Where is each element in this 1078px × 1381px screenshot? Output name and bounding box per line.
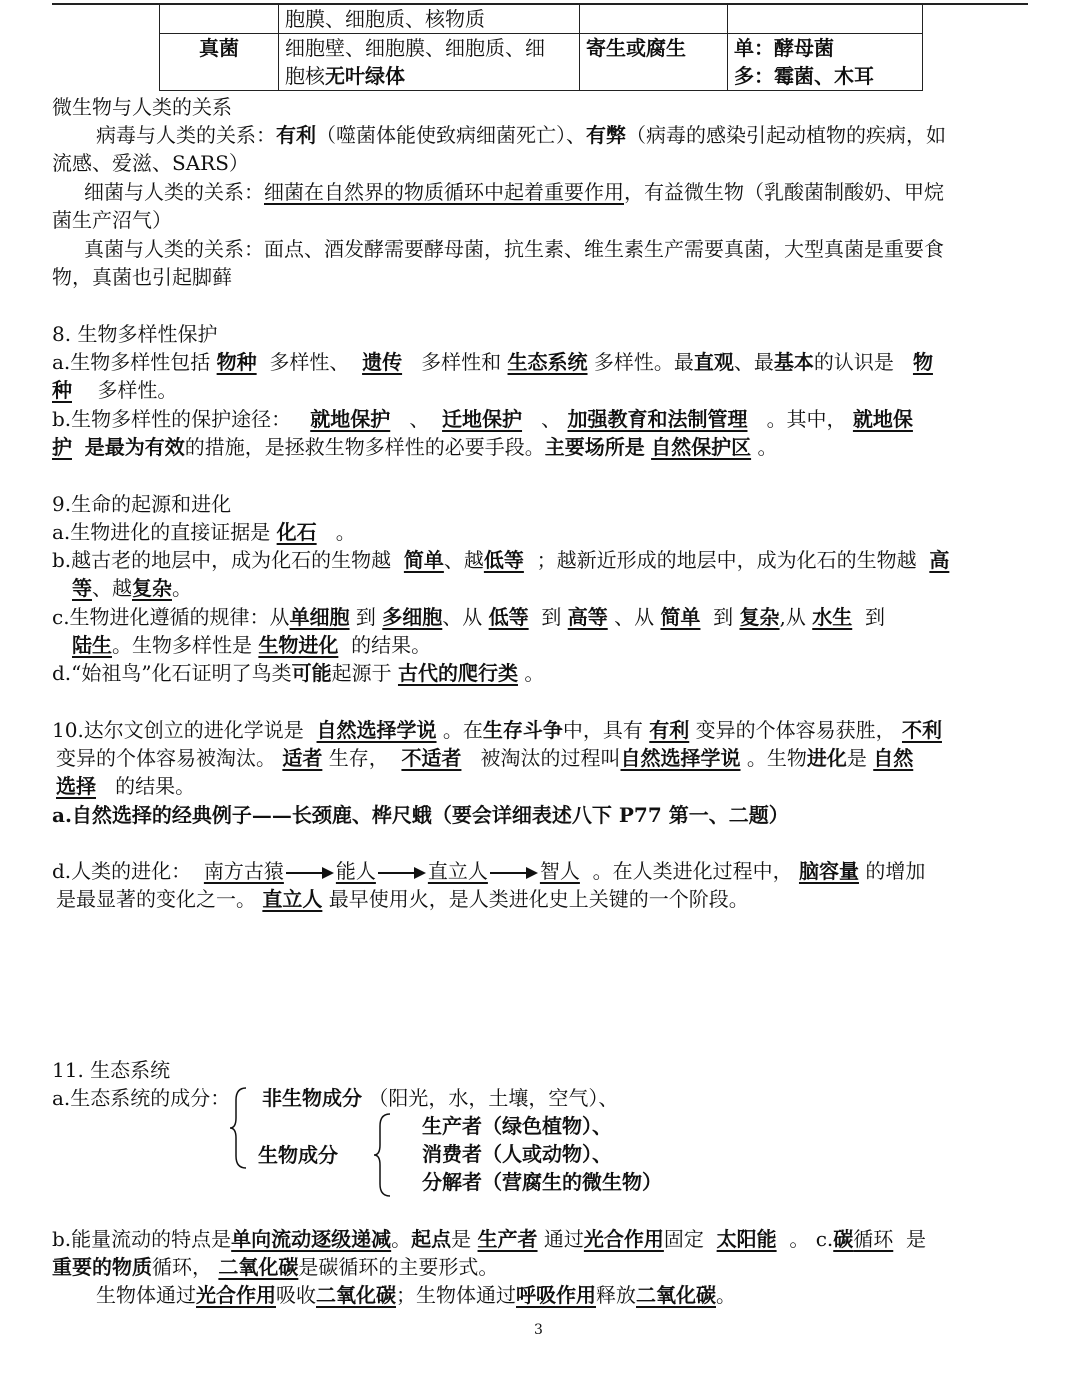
text: 最早使用火，是人类进化史上关键的一个阶段。 — [328, 887, 749, 911]
text: 基本 — [773, 350, 814, 374]
table-cell — [160, 5, 279, 34]
answer: 高等 — [567, 605, 608, 629]
text: 可能 — [291, 661, 332, 685]
table-cell — [728, 34, 923, 91]
text-line — [52, 377, 177, 403]
text-line — [52, 858, 925, 884]
text: 生存， — [328, 746, 389, 770]
text: 到 — [355, 605, 376, 629]
answer: 呼吸作用 — [516, 1283, 596, 1307]
answer: 简单 — [403, 548, 444, 572]
answer: 护 — [52, 435, 72, 459]
text: 是 — [84, 435, 105, 459]
answer: 太阳能 — [716, 1227, 777, 1251]
text-line — [84, 179, 944, 205]
text: 。 — [789, 1227, 810, 1251]
text: 的认识是 — [813, 350, 894, 374]
answer: 能人 — [335, 859, 376, 883]
text-line — [56, 745, 913, 771]
cell-text: 多：霉菌、木耳 — [734, 64, 874, 88]
answer: 就地保护 — [310, 407, 391, 431]
table-row — [160, 34, 923, 91]
answer: 选择 — [56, 774, 96, 798]
text-line — [262, 1085, 618, 1111]
text-line: 消费者（人或动物）、 — [422, 1142, 612, 1166]
text-line — [52, 660, 544, 686]
text: 、越 — [443, 548, 484, 572]
answer: 等 — [72, 576, 92, 600]
text: 。 — [757, 435, 778, 459]
text: d.“始祖鸟”化石证明了鸟类 — [52, 661, 292, 685]
answer: 智人 — [539, 859, 580, 883]
answer: 自然选择学说 — [316, 718, 437, 742]
text: 。 — [524, 661, 545, 685]
text-line: 菌生产沼气） — [52, 208, 172, 232]
text: 是 — [905, 1227, 926, 1251]
section-heading: 11. 生态系统 — [52, 1058, 171, 1082]
text: 、从 — [442, 605, 483, 629]
answer: 单向流动逐级递减 — [231, 1227, 392, 1251]
text: c. — [815, 1227, 834, 1251]
text: 是最显著的变化之一。 — [56, 887, 256, 911]
answer: 遗传 — [362, 350, 403, 374]
answer: 二氧化碳 — [218, 1255, 299, 1279]
text: 。 — [172, 576, 192, 600]
answer: 不适者 — [401, 746, 462, 770]
text: 循环， — [152, 1255, 212, 1279]
text: 到 — [864, 605, 885, 629]
text: b.越古老的地层中，成为化石的生物越 — [52, 548, 392, 572]
answer: 迁地保护 — [442, 407, 523, 431]
text-line — [52, 434, 777, 460]
text: 的结果。 — [115, 774, 196, 798]
text-line — [52, 1226, 926, 1252]
text: 、从 — [614, 605, 655, 629]
answer: 南方古猿 — [203, 859, 284, 883]
text: a.生物进化的直接证据是 — [52, 520, 271, 544]
text: 。 — [716, 1283, 736, 1307]
text: 生存斗争 — [482, 718, 563, 742]
answer: 物种 — [216, 350, 257, 374]
text-line — [96, 1282, 736, 1308]
text: 是 — [451, 1227, 472, 1251]
answer: 碳 — [833, 1227, 854, 1251]
answer: 物 — [912, 350, 933, 374]
arrow-right-icon — [286, 866, 334, 880]
answer: 水生 — [812, 605, 853, 629]
cell-text: 细胞壁、细胞膜、细胞质、细 — [285, 36, 545, 60]
answer: 高 — [929, 548, 950, 572]
answer: 不利 — [901, 718, 942, 742]
text-line: 生物成分 — [258, 1143, 338, 1167]
answer: 复杂 — [739, 605, 780, 629]
answer: 复杂 — [132, 576, 172, 600]
table-cell: 胞膜、细胞质、核物质 — [279, 5, 580, 34]
cell-text: 单：酵母菌 — [734, 36, 834, 60]
text: 进化 — [806, 746, 847, 770]
text: 释放 — [596, 1283, 636, 1307]
section-heading: 8. 生物多样性保护 — [52, 322, 218, 346]
text-line — [56, 886, 749, 912]
answer: 低等 — [488, 605, 529, 629]
answer: 就地保 — [852, 407, 913, 431]
table-cell: 真菌 — [160, 34, 279, 91]
table-cell: 寄生或腐生 — [580, 34, 728, 91]
text-line: a.自然选择的经典例子——长颈鹿、桦尺蛾（要会详细表述八下 P77 第一、二题） — [52, 803, 789, 827]
text: 细菌与人类的关系： — [84, 180, 264, 204]
cell-text: 无叶绿体 — [325, 64, 405, 88]
answer: 循环 — [853, 1227, 894, 1251]
text: 重要的物质 — [52, 1255, 152, 1279]
text: 主要场所是 — [544, 435, 645, 459]
text-line: 生产者（绿色植物）、 — [422, 1114, 612, 1138]
answer: 直立人 — [262, 887, 323, 911]
answer: 二氧化碳 — [316, 1283, 396, 1307]
text-line: 流感、爱滋、SARS） — [52, 151, 249, 175]
section-heading: 微生物与人类的关系 — [52, 95, 232, 119]
text: 最为有效 — [104, 435, 185, 459]
answer: 生产者 — [477, 1227, 538, 1251]
text: ，有益微生物（乳酸菌制酸奶、甲烷 — [624, 180, 944, 204]
text: 有弊 — [586, 123, 626, 147]
answer: 自然保护区 — [651, 435, 752, 459]
table-cell — [728, 5, 923, 34]
text: 。生物 — [746, 746, 807, 770]
table-cell — [279, 34, 580, 91]
text: 。 — [335, 520, 356, 544]
text: 。生物多样性是 — [112, 633, 252, 657]
text: 非生物成分 — [262, 1086, 362, 1110]
answer: 直立人 — [427, 859, 488, 883]
answer: 陆生 — [72, 633, 112, 657]
text: 多样性。最 — [593, 350, 694, 374]
text: b.生物多样性的保护途径： — [52, 407, 292, 431]
brace-icon — [228, 1086, 248, 1170]
text: 固定 — [663, 1227, 704, 1251]
text-line — [52, 717, 942, 743]
text: （噬菌体能使致病细菌死亡）、 — [316, 123, 586, 147]
text-line — [72, 575, 192, 601]
text: 生物体通过 — [96, 1283, 196, 1307]
section-heading: 9.生命的起源和进化 — [52, 492, 232, 516]
text: 吸收 — [276, 1283, 316, 1307]
table-cell — [580, 5, 728, 34]
text: a.生物多样性包括 — [52, 350, 211, 374]
text: 多样性。 — [97, 378, 178, 402]
answer: 有利 — [649, 718, 690, 742]
text-line — [72, 632, 431, 658]
answer: 自然选择学说 — [620, 746, 741, 770]
answer: 低等 — [483, 548, 524, 572]
answer: 光合作用 — [196, 1283, 276, 1307]
text: 。其中， — [766, 407, 847, 431]
text: 变异的个体容易获胜， — [695, 718, 896, 742]
text: 是碳循环的主要形式。 — [298, 1255, 499, 1279]
answer: 多细胞 — [382, 605, 443, 629]
text: 。 — [391, 1227, 412, 1251]
answer: 适者 — [282, 746, 323, 770]
text: 多样性和 — [421, 350, 502, 374]
answer: 脑容量 — [798, 859, 859, 883]
text: （病毒的感染引起动植物的疾病，如 — [626, 123, 946, 147]
text: 多样性、 — [269, 350, 350, 374]
arrow-right-icon — [490, 866, 538, 880]
text-line — [96, 122, 946, 148]
table-row — [160, 5, 923, 34]
text: 中，具有 — [562, 718, 643, 742]
answer: 自然 — [873, 746, 914, 770]
text: 通过 — [543, 1227, 584, 1251]
text: ；生物体通过 — [396, 1283, 516, 1307]
text: 有利 — [276, 123, 316, 147]
arrow-right-icon — [378, 866, 426, 880]
page-number: 3 — [534, 1322, 543, 1338]
answer: 光合作用 — [583, 1227, 664, 1251]
classification-table — [159, 4, 923, 91]
text: 被淘汰的过程叫 — [480, 746, 621, 770]
text: 的增加 — [865, 859, 926, 883]
text-line — [52, 519, 356, 545]
answer: 加强教育和法制管理 — [567, 407, 748, 431]
text-line — [52, 604, 885, 630]
text: 、 — [409, 407, 430, 431]
text-line — [52, 547, 949, 573]
answer: 种 — [52, 378, 72, 402]
text: 。在人类进化过程中， — [592, 859, 793, 883]
text: 、越 — [92, 576, 132, 600]
text: 变异的个体容易被淘汰。 — [56, 746, 276, 770]
text: 到 — [541, 605, 562, 629]
text-line: 物，真菌也引起脚藓 — [52, 265, 232, 289]
text-line — [56, 773, 195, 799]
text: b.能量流动的特点是 — [52, 1227, 232, 1251]
cell-text: 胞核 — [285, 64, 325, 88]
text: 起点 — [411, 1227, 452, 1251]
answer: 简单 — [660, 605, 701, 629]
brace-icon — [372, 1112, 392, 1198]
text: 、最 — [733, 350, 774, 374]
text: 10.达尔文创立的进化学说是 — [52, 718, 304, 742]
text: c.生物进化遵循的规律：从 — [52, 605, 290, 629]
text: 的结果。 — [351, 633, 432, 657]
text-line: 真菌与人类的关系：面点、酒发酵需要酵母菌，抗生素、维生素生产需要真菌，大型真菌是重要食 — [84, 237, 944, 261]
answer: 古代的爬行类 — [397, 661, 518, 685]
text: 的措施，是拯救生物多样性的必要手段。 — [184, 435, 545, 459]
text: 。在 — [442, 718, 483, 742]
text: 是 — [846, 746, 867, 770]
text: （阳光，水，土壤，空气）、 — [368, 1086, 619, 1110]
text: ,从 — [779, 605, 806, 629]
text-line — [52, 1254, 498, 1280]
text: 直观 — [693, 350, 734, 374]
answer: 二氧化碳 — [636, 1283, 716, 1307]
text: 细菌在自然界的物质循环中起着重要作用 — [264, 180, 624, 204]
text: d.人类的进化： — [52, 859, 192, 883]
text: 到 — [713, 605, 734, 629]
text: 、 — [541, 407, 562, 431]
answer: 生物进化 — [258, 633, 339, 657]
text-line: a.生态系统的成分： — [52, 1086, 231, 1110]
text-line — [52, 406, 913, 432]
answer: 生态系统 — [507, 350, 588, 374]
answer: 单细胞 — [289, 605, 350, 629]
text: ；越新近形成的地层中，成为化石的生物越 — [536, 548, 917, 572]
text: 起源于 — [331, 661, 392, 685]
text-line: 分解者（营腐生的微生物） — [422, 1170, 662, 1194]
text: 病毒与人类的关系： — [96, 123, 276, 147]
text-line — [52, 349, 933, 375]
answer: 化石 — [276, 520, 317, 544]
